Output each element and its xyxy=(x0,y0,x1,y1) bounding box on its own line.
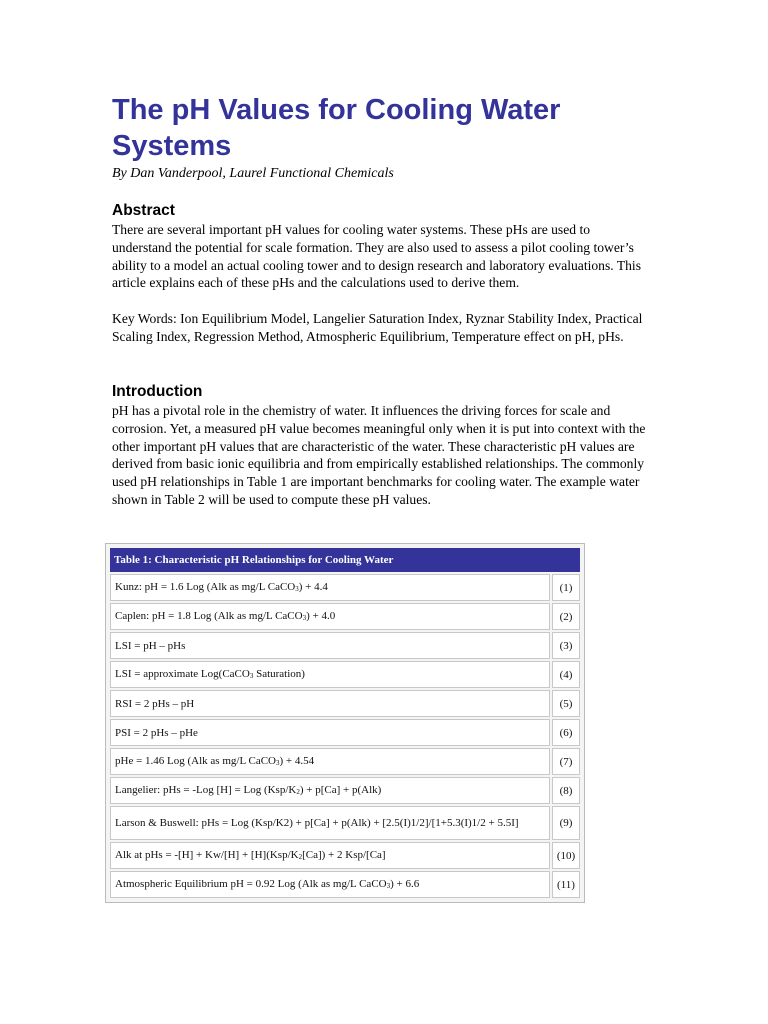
equation-cell xyxy=(110,777,550,804)
equation-number: (5) xyxy=(552,690,580,717)
abstract-text: There are several important pH values for cooling water systems. These pHs are used to understand the potential for scale formation. They are also used to assess a pilot cooling tower’s ability to a model an actual cooling tower and to design research and laboratory evaluations. This article explains each of these pHs and the calculations used to derive them. xyxy=(112,222,641,291)
equation-cell xyxy=(110,842,550,869)
equation-cell xyxy=(110,748,550,775)
table-row xyxy=(110,661,580,688)
table-row xyxy=(110,871,580,898)
equation-subscript: 3 xyxy=(276,758,280,767)
equation-text-tail: Saturation) xyxy=(253,667,305,680)
equation-text: LSI = pH – pHs xyxy=(115,639,186,652)
table-row xyxy=(110,719,580,746)
equation-subscript: 2 xyxy=(296,787,300,796)
equation-cell xyxy=(110,574,550,601)
equation-number: (10) xyxy=(552,842,580,869)
equation-text: Langelier: pHs = -Log [H] = Log (Ksp/K xyxy=(115,783,297,796)
equation-cell xyxy=(110,632,550,659)
equation-text: Caplen: pH = 1.8 Log (Alk as mg/L CaCO xyxy=(115,609,303,622)
table-caption: Table 1: Characteristic pH Relationships for Cooling Water xyxy=(110,548,580,572)
equation-cell xyxy=(110,603,550,630)
article-title: The pH Values for Cooling Water Systems xyxy=(112,94,561,162)
equation-text-tail: ) + 4.4 xyxy=(298,580,328,593)
table-row xyxy=(110,806,580,840)
equation-subscript: 3 xyxy=(386,881,391,890)
equation-subscript: 3 xyxy=(302,613,307,622)
equation-text: Kunz: pH = 1.6 Log (Alk as mg/L CaCO xyxy=(115,580,296,593)
equation-number: (9) xyxy=(552,806,580,840)
equation-text-tail: ) + p[Ca] + p(Alk) xyxy=(299,783,382,796)
equation-text: Atmospheric Equilibrium pH = 0.92 Log (Alk as mg/L CaCO xyxy=(115,877,387,890)
article-byline: By Dan Vanderpool, Laurel Functional Chemicals xyxy=(112,166,394,181)
table-1 xyxy=(105,543,585,903)
equation-subscript: 2 xyxy=(298,852,303,861)
keywords-text: Key Words: Ion Equilibrium Model, Langelier Saturation Index, Ryznar Stability Index, Practical Scaling Index, Regression Method, Atmospheric Equilibrium, Temperature effect on pH, pHs. xyxy=(112,311,643,344)
equation-number: (2) xyxy=(552,603,580,630)
equation-subscript: 3 xyxy=(295,584,299,593)
equation-text-tail: ) + 4.54 xyxy=(279,754,315,767)
table-row xyxy=(110,632,580,659)
table-row xyxy=(110,690,580,717)
equation-number: (4) xyxy=(552,661,580,688)
equation-cell xyxy=(110,661,550,688)
equation-cell xyxy=(110,806,550,840)
table-row xyxy=(110,748,580,775)
equation-text: LSI = approximate Log(CaCO xyxy=(115,667,250,680)
equation-cell xyxy=(110,719,550,746)
abstract-heading: Abstract xyxy=(112,202,175,219)
table-row xyxy=(110,842,580,869)
equation-text: RSI = 2 pHs – pH xyxy=(115,697,195,710)
equation-text: Larson & Buswell: pHs = Log (Ksp/K2) + p[Ca] + p(Alk) + [2.5(I)1/2]/[1+5.3(I)1/2 + 5.5I] xyxy=(115,817,519,829)
equation-subscript: 3 xyxy=(249,671,254,680)
equation-text: PSI = 2 pHs – pHe xyxy=(115,726,198,739)
equation-number: (1) xyxy=(552,574,580,601)
equation-cell xyxy=(110,690,550,717)
equation-text-tail: [Ca]) + 2 Ksp/[Ca] xyxy=(302,848,386,861)
table-row xyxy=(110,777,580,804)
equation-number: (6) xyxy=(552,719,580,746)
equation-text: pHe = 1.46 Log (Alk as mg/L CaCO xyxy=(115,754,276,767)
introduction-heading: Introduction xyxy=(112,383,203,400)
table-body xyxy=(110,574,580,898)
equation-number: (8) xyxy=(552,777,580,804)
equation-text-tail: ) + 4.0 xyxy=(306,609,336,622)
equation-text: Alk at pHs = -[H] + Kw/[H] + [H](Ksp/K xyxy=(115,848,299,861)
equation-number: (7) xyxy=(552,748,580,775)
equation-number: (11) xyxy=(552,871,580,898)
equation-cell xyxy=(110,871,550,898)
table-row xyxy=(110,603,580,630)
introduction-text: pH has a pivotal role in the chemistry of water. It influences the driving forces for scale and corrosion. Yet, a measured pH value becomes meaningful only when it is put into context with the other important pH values that are characteristic of the water. These characteristic pH values are derived from basic ionic equilibria and from empirically established relationships. The commonly used pH relationships in Table 1 are important benchmarks for cooling water. The example water shown in Table 2 will be used to compute these pH values. xyxy=(112,403,646,507)
table-row xyxy=(110,574,580,601)
equation-text-tail: ) + 6.6 xyxy=(390,877,420,890)
equations-table xyxy=(108,546,582,900)
equation-number: (3) xyxy=(552,632,580,659)
